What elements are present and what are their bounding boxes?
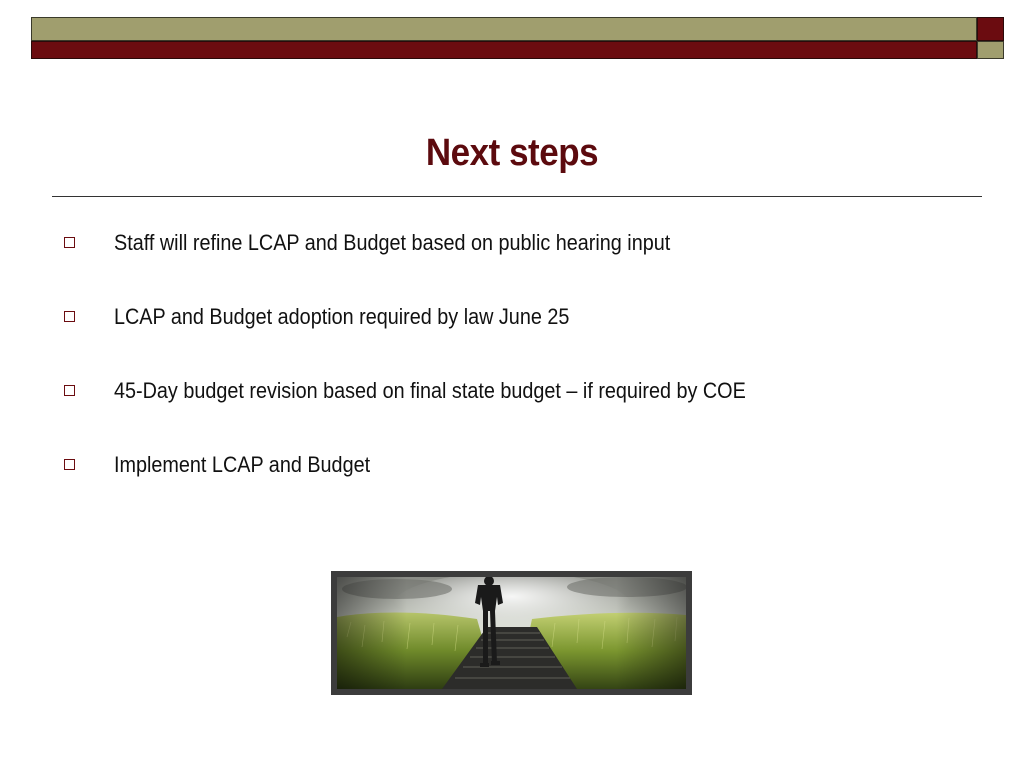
bullet-text: Staff will refine LCAP and Budget based on public hearing input: [114, 230, 671, 255]
slide-title: Next steps: [425, 132, 599, 174]
staircase-photo: [331, 571, 692, 695]
square-bullet-icon: [64, 237, 75, 248]
bullet-item: [64, 304, 964, 332]
square-bullet-icon: [64, 311, 75, 322]
header-bar-maroon: [31, 41, 977, 59]
header-square-maroon: [977, 17, 1004, 41]
bullet-item: [64, 378, 964, 406]
square-bullet-icon: [64, 385, 75, 396]
square-bullet-icon: [64, 459, 75, 470]
bullet-item: [64, 452, 964, 480]
staircase-photo-icon: [337, 577, 686, 689]
title-divider: [52, 196, 982, 197]
header-square-olive: [977, 41, 1004, 59]
header-bar-olive: [31, 17, 977, 41]
bullet-text: Implement LCAP and Budget: [114, 452, 371, 477]
bullet-text: 45-Day budget revision based on final state budget – if required by COE: [114, 378, 746, 403]
bullet-item: [64, 230, 964, 258]
bullet-text: LCAP and Budget adoption required by law June 25: [114, 304, 570, 329]
